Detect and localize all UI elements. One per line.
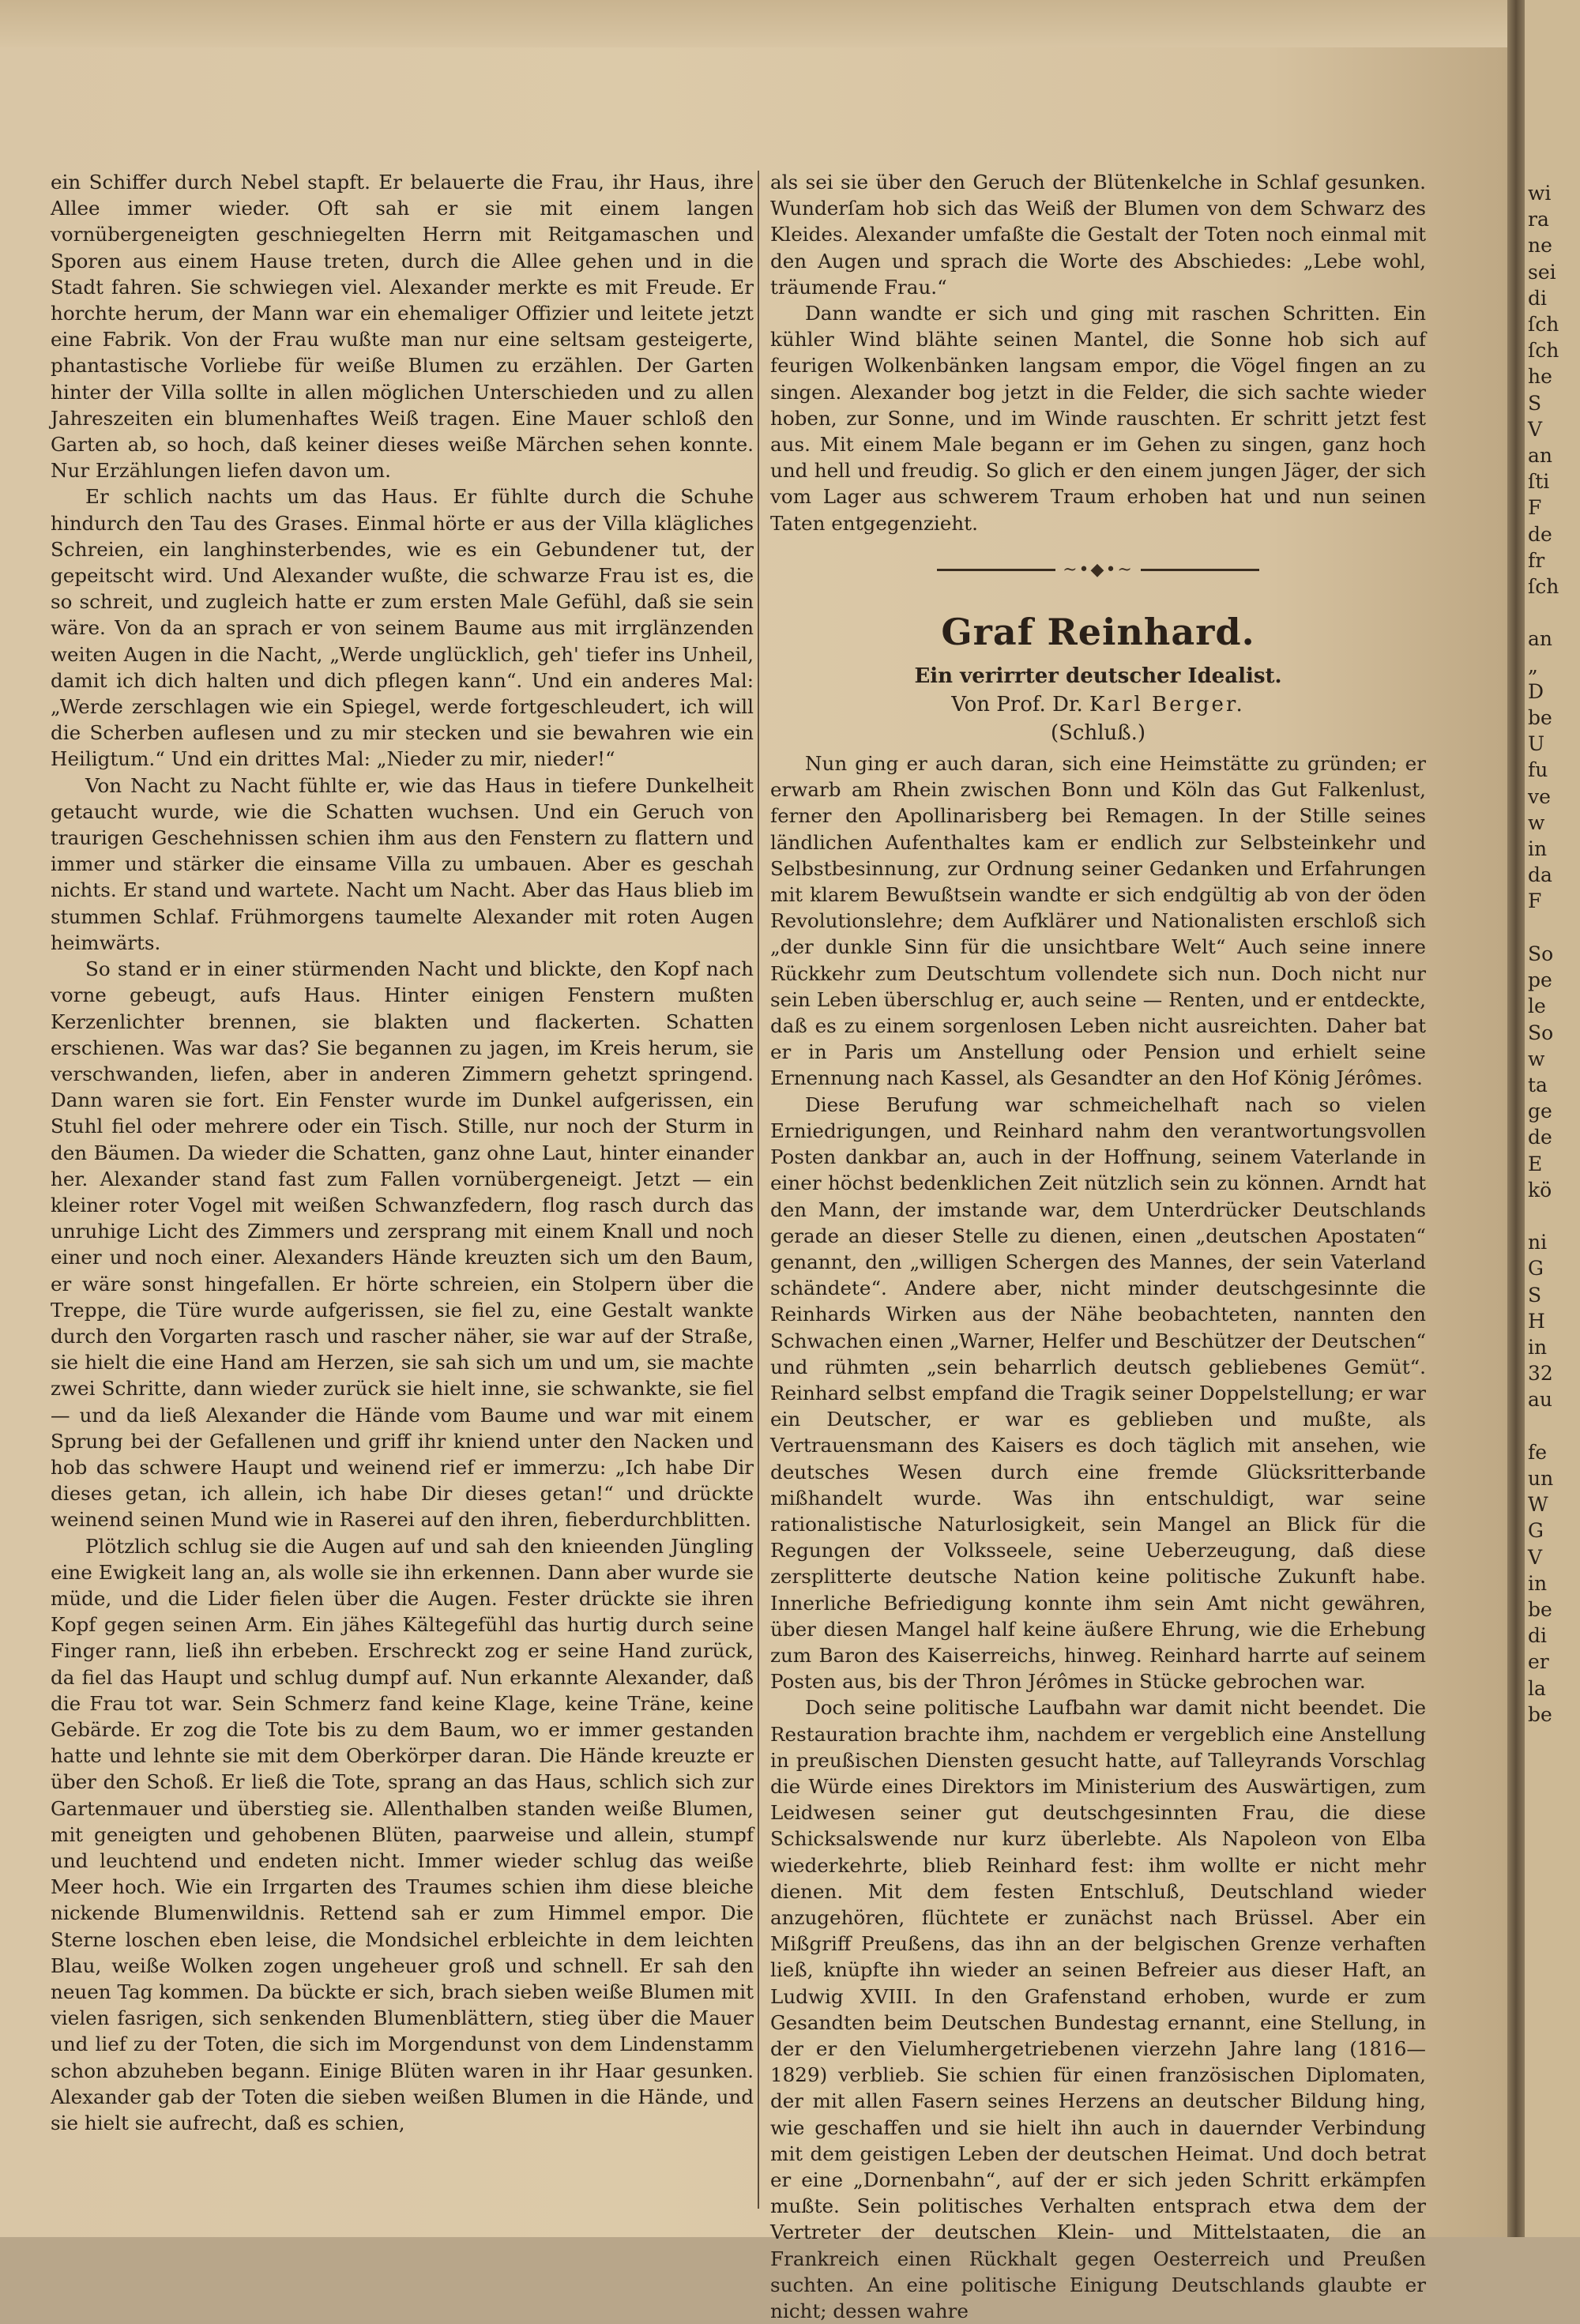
ornament-bar-left bbox=[937, 569, 1055, 571]
paragraph: So stand er in einer stürmenden Nacht und blickte, den Kopf nach vorne gebeugt, aufs Haus. Hinter einigen Fenstern mußten Kerzenlichter brennen, sie blakten und flackerten. Schatten erschienen. Was war das? Sie begannen zu jagen, im Kreis herum, sie verschwanden, liefen, aber in anderen Zimmern gehetzt springend. Dann waren sie fort. Ein Fenster wurde im Dunkel aufgerissen, ein Stuhl fiel oder mehrere oder ein Tisch. Stille, nur noch der Sturm in den Bäumen. Da wieder die Schatten, ganz ohne Laut, hinter einander her. Alexander stand fast zum Fallen vornübergeneigt. Jetzt — ein kleiner roter Vogel mit weißen Schwanzfedern, flog rasch durch das unruhige Licht des Zimmers und zersprang mit einem Knall und noch einer und noch einer. Alexanders Hände kreuzten sich um den Baum, er wäre sonst hingefallen. Er hörte schreien, ein Stolpern über die Treppe, die Türe wurde aufgerissen, sie fiel zu, eine Gestalt wankte durch den Vorgarten rasch und rascher näher, sie war auf der Straße, sie hielt die eine Hand am Herzen, sie sah sich um und um, sie machte zwei Schritte, dann wieder zurück sie hielt inne, sie schwankte, sie fiel — und da ließ Alexander die Hände vom Baume und war mit einem Sprung bei der Gefallenen und griff ihr kniend unter den Nacken und hob das schwere Haupt und weinend rief er immerzu: „Ich habe Dir dieses getan, ich allein, ich habe Dir dieses getan!“ und drückte weinend seinen Mund wie in Raserei auf den ihren, fieberdurchblitten. bbox=[51, 957, 754, 1532]
paragraph: Doch seine politische Laufbahn war damit nicht beendet. Die Restauration brachte ihm, nachdem er vergeblich eine Anstellung in preußischen Diensten gesucht hatte, auf Talleyrands Vorschlag die Würde eines Direktors im Ministerium des Auswärtigen, zum Leidwesen seiner gut deutschgesinnten Frau, die diese Schicksalswende nur kurz überlebte. Als Napoleon von Elba wiederkehrte, blieb Reinhard fest: ihm wollte er nicht mehr dienen. Mit dem festen Entschluß, Deutschland wieder anzugehören, flüchtete er zunächst nach Brüssel. Aber ein Mißgriff Preußens, das ihn an der belgischen Grenze verhaften ließ, knüpfte ihn wieder an seinen Befreier aus dieser Haft, an Ludwig XVIII. In den Grafenstand erhoben, wurde er zum Gesandten beim Deutschen Bundestag ernannt, eine Stellung, in der er den Vielumhergetriebenen vierzehn Jahre lang (1816—1829) verblieb. Sie schien für einen französischen Diplomaten, der mit allen Fasern seines Herzens an deutscher Bildung hing, wie geschaffen und sie hielt ihn auch in dauernder Verbindung mit dem geistigen Leben der deutschen Heimat. Und doch betrat er eine „Dornenbahn“, auf der er sich jeden Schritt erkämpfen mußte. Sein politisches Verhalten entsprach etwa dem der Vertreter der deutschen Klein- und Mittelstaaten, die an Frankreich einen Rückhalt gegen Oesterreich und Preußen suchten. An eine politische Einigung Deutschlands glaubte er nicht; dessen wahre bbox=[770, 1696, 1426, 2323]
ornament-bar-right bbox=[1141, 569, 1259, 571]
continuation-note: (Schluß.) bbox=[1050, 721, 1146, 746]
paragraph: Dann wandte er sich und ging mit raschen Schritten. Ein kühler Wind blähte seinen Mantel, die Sonne hob sich auf feurigen Wolkenbänken langsam empor, die Vögel fingen an zu singen. Alexander bog jetzt in die Felder, die sich sachte wieder hoben, zur Sonne, und im Winde rauschten. Er schritt jetzt fest aus. Mit einem Male begann er im Gehen zu singen, ganz hoch und hell und freudig. So glich er den einem jungen Jäger, der sich vom Lager aus schwerem Traum erhoben hat und nun seinen Taten entgegenzieht. bbox=[770, 302, 1426, 535]
adjacent-page-text-fragments: wi ra ne sei di ſch ſch he S V an ſti F de fr ſch an „ D be U fu ve w in da F So pe le So w ta ge de E kö ni G S H in 32 au fe un W G V in be di er la be bbox=[1528, 182, 1559, 1726]
article-subheadline: Ein verirrter deutscher Idealist. bbox=[914, 664, 1282, 689]
paragraph: Von Nacht zu Nacht fühlte er, wie das Haus in tiefere Dunkelheit getaucht wurde, wie die Schatten wuchsen. Und ein Geruch von traurigen Geschehnissen schien ihm aus den Fenstern zu flattern und immer und stärker die einsame Villa zu umbauen. Aber es geschah nichts. Er stand und wartete. Nacht um Nacht. Aber das Haus blieb im stummen Schlaf. Frühmorgens taumelte Alexander mit roten Augen heimwärts. bbox=[51, 773, 754, 954]
left-column bbox=[51, 169, 754, 2136]
paragraph: Plötzlich schlug sie die Augen auf und sah den knieenden Jüngling eine Ewigkeit lang an, als wolle sie ihn erkennen. Dann aber wurde sie müde, und die Lider fielen über die Augen. Fester drückte sie ihren Kopf gegen seinen Arm. Ein jähes Kältegefühl das hurtig durch seine Finger rann, ließ ihn erbeben. Erschreckt zog er seine Hand zurück, da fiel das Haupt und schlug dumpf auf. Nun erkannte Alexander, daß die Frau tot war. Sein Schmerz fand keine Klage, keine Träne, keine Gebärde. Er zog die Tote bis zu dem Baum, wo er immer gestanden hatte und lehnte sie mit dem Oberkörper daran. Die Hände kreuzte er über den Schoß. Er ließ die Tote, sprang an das Haus, schlich sich zur Gartenmauer und überstieg sie. Allenthalben standen weiße Blumen, mit geneigten und gehobenen Blüten, paarweise und allein, stumpf und leuchtend und endeten nicht. Immer wieder schlug das weiße Meer hoch. Wie ein Irrgarten des Traumes schien ihm diese bleiche nickende Blumenwildnis. Rettend sah er zum Himmel empor. Die Sterne loschen eben leise, die Mondsichel erbleichte in dem leichten Blau, weiße Wolken zogen ungeheuer groß und schnell. Er sah den neuen Tag kommen. Da bückte er sich, brach sieben weiße Blumen mit vielen fasrigen, sich senkenden Blumenblättern, stieg über die Mauer und lief zu der Toten, die sich im Morgendunst von dem Lindenstamm schon abzuheben begann. Einige Blüten waren in ihr Haar gesunken. Alexander gab der Toten die sieben weißen Blumen in die Hände, und sie hielt sie aufrecht, daß es schien, bbox=[51, 1534, 754, 2135]
ornament-divider bbox=[770, 557, 1426, 583]
paragraph: ein Schiffer durch Nebel stapft. Er belauerte die Frau, ihr Haus, ihre Allee immer wieder. Oft sah er sie mit einem langen vornübergeneigten geschniegelten Herrn mit Reitgamaschen und Sporen aus einem Hause treten, durch die Allee gehen und in die Stadt fahren. Sie schwiegen viel. Alexander merkte es mit Freude. Er horchte herum, der Mann war ein ehemaliger Offizier und leitete jetzt eine Fabrik. Von der Frau wußte man nur eine seltsam gesteigerte, phantastische Vorliebe für weiße Blumen zu erzählen. Der Garten hinter der Villa sollte in allen möglichen Unterschieden und zu allen Jahreszeiten ein blumenhaftes Weiß tragen. Eine Mauer schloß den Garten ab, so hoch, daß keiner dieses weiße Märchen sehen konnte. Nur Erzählungen liefen davon um. bbox=[51, 171, 754, 483]
column-divider bbox=[758, 171, 759, 2209]
paragraph: als sei sie über den Geruch der Blütenkelche in Schlaf gesunken. Wunderſam hob sich das Weiß der Blumen von dem Schwarz des Kleides. Alexander umfaßte die Gestalt der Toten noch einmal mit den Augen und sprach die Worte des Abschiedes: „Lebe wohl, träumende Frau.“ bbox=[770, 171, 1426, 299]
paragraph: Er schlich nachts um das Haus. Er fühlte durch die Schuhe hindurch den Tau des Grases. Einmal hörte er aus der Villa klägliches Schreien, ein langhinsterbendes, wie es ein Gebundener tut, der gepeitscht wird. Und Alexander wußte, die schwarze Frau ist es, die so schreit, und zugleich hatte er zum ersten Male Gefühl, daß sie sein wäre. Von da an sprach er von seinem Baume aus mit irrglänzenden weiten Augen in die Nacht, „Werde unglücklich, geh' tiefer ins Unheil, damit ich dich halten und dich pflegen kann“. Und ein anderes Mal: „Werde zerschlagen wie ein Spiegel, werde fortgeschleudert, ich will die Scherben auflesen und zu mir stecken und sie bewahren wie ein Heiligtum.“ Und ein drittes Mal: „Nieder zu mir, nieder!“ bbox=[51, 485, 754, 771]
byline-name: Karl Berger. bbox=[1089, 693, 1245, 717]
ornament-glyph: ~•◆•~ bbox=[1063, 559, 1134, 580]
article-headline: Graf Reinhard. bbox=[941, 611, 1255, 654]
byline-prefix: Von Prof. Dr. bbox=[951, 693, 1083, 717]
paragraph: Diese Berufung war schmeichelhaft nach so vielen Erniedrigungen, und Reinhard nahm den verantwortungsvollen Posten dankbar an, auch in der Hoffnung, seinem Vaterlande in einer höchst bedenklichen Zeit nützlich sein zu können. Arndt hat den Mann, der imstande war, dem Unterdrücker Deutschlands gerade an dieser Stelle zu dienen, einen „deutschen Apostaten“ genannt, den „willigen Schergen des Mannes, der sein Vaterland schändete“. Andere aber, nicht minder deutschgesinnte die Reinhards Wirken aus der Nähe beobachteten, nannten den Schwachen einen „Warner, Helfer und Beschützer der Deutschen“ und rühmten „sein beharrlich deutsch gebliebenes Gemüt“. Reinhard selbst empfand die Tragik seiner Doppelstellung; er war ein Deutscher, er war es geblieben und mußte, als Vertrauensmann des Kaisers es doch täglich mit ansehen, wie deutsches Wesen durch eine fremde Glücksritterbande mißhandelt wurde. Was ihn entschuldigt, war seine rationalistische Naturlosigkeit, sein Mangel an Blick für die Regungen der Volksseele, seine Ueberzeugung, daß diese zersplitterte deutsche Nation keine politische Zukunft habe. Innerliche Befriedigung konnte ihm sein Amt nicht gewähren, über diesen Mangel half keine äußere Ehrung, wie die Erhebung zum Baron des Kaiserreichs, hinweg. Reinhard harrte auf seinem Posten aus, bis der Thron Jérômes in Stücke gebrochen war. bbox=[770, 1092, 1426, 1694]
page-binding-gutter bbox=[1507, 0, 1525, 2237]
paragraph: Nun ging er auch daran, sich eine Heimstätte zu gründen; er erwarb am Rhein zwischen Bonn und Köln das Gut Falkenlust, ferner den Apollinarisberg bei Remagen. In der Stille seines ländlichen Aufenthaltes kam er endlich zur Selbsteinkehr und Selbstbesinnung, zur Ordnung seiner Gedanken und Erfahrungen mit klarem Bewußtsein wandte er sich endgültig ab von der öden Revolutionslehre; dem Aufklärer und Nationalisten erschloß sich „der dunkle Sinn für die unsichtbare Welt“ Auch seine innere Rückkehr zum Deutschtum vollendete sich nun. Doch nicht nur sein Leben überschlug er, auch seine — Renten, und er entdeckte, daß es zu einem sorgenlosen Leben nicht ausreichten. Daher bat er in Paris um Anstellung oder Pension und erhielt seine Ernennung nach Kassel, als Gesandter an den Hof König Jérômes. bbox=[770, 752, 1426, 1090]
article-byline bbox=[770, 690, 1426, 719]
page-top-edge bbox=[0, 0, 1580, 47]
right-column bbox=[770, 169, 1426, 2324]
